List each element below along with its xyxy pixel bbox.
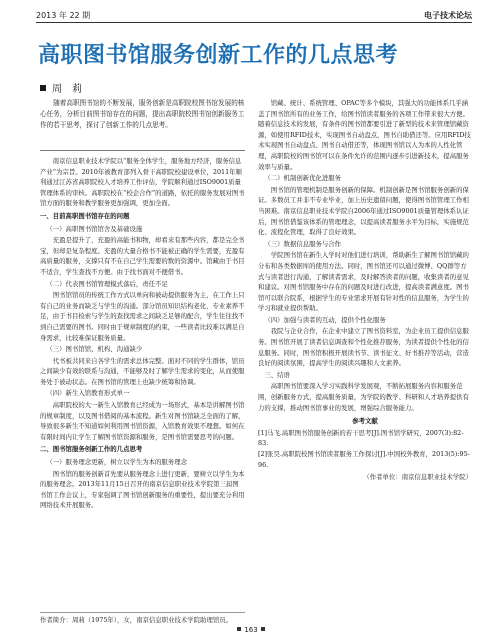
abstract-divider [40, 150, 245, 151]
section-heading: （一）服务理念更新，树立以学生为本的服务理念 [46, 458, 187, 467]
square-icon [261, 627, 265, 631]
references-heading: 参考文献 [352, 417, 378, 426]
paragraph: 高职图书馆要深入学习实践科学发展观，不断拓展服务内容和服务范围，创新服务方式，提高服务质量，为学院的教学、科研和人才培养提供有力的支撑，推动图书馆事业的发展，增强综合服务能力。 [258, 382, 469, 412]
paragraph: 南京信息职业技术学院以“服务全体学生，服务地方经济，服务信息产业”为宗旨。2010年被教育部列入骨干高职院校建设单位，2011年顺利通过江苏省高职院校人才培养工作评估，学院顺利通过ISO9001质量管理体系的审核。高职院校在“校企合作”的道路，依托的服务发展对图书馆方面的服务和教学服务更加强调，更加全面。 [40, 157, 245, 208]
page-number [0, 626, 502, 634]
section-heading: （三）图书馆馆、机构、沟通缺少 [46, 345, 143, 354]
section-heading: （二）代表图书馆管理模式落后，责任不足 [46, 279, 168, 288]
paragraph: 图书馆的管理机制是服务创新的保障。机制创新是图书馆服务创新的保证。多数员工并非不专业毕业，加上历史遗留问题，使得图书馆管理工作相当困难。南京信息职业技术学院自2006年通过ISO9001质量管理体系认证后，图书馆借鉴该体系的管理理念，以提高读者服务水平为目标，实施规范化、流程化管理，取得了良好效果。 [258, 185, 469, 237]
bullet-icon [40, 85, 46, 91]
paragraph: 高职院校的大一新生入馆教育已经成为一场形式，基本是讲解图书馆的规章制度，以及图书借阅的基本流程。新生对图书馆缺乏全面的了解，导致很多新生不知道如何利用图书馆资源，入馆教育效果不理想。如何在有限时间内让学生了解图书馆资源和服务，是图书馆需要思考的问题。 [40, 401, 245, 441]
section-heading: 一、目前高职图书馆存在的问题 [40, 211, 130, 220]
section-heading: （二）机制创新优化进服务 [264, 174, 342, 183]
left-column [40, 156, 245, 611]
author-name: 周 莉 [52, 84, 82, 95]
paragraph: 馆藏、统计、系统管理、OPAC等多个模块，其强大的功能体系几乎涵盖了图书馆所有的业务工作，给图书馆读者服务的各项工作带来很大方便。随着信息技术的发展，有条件的图书馆都要引进了新型的技术来管理馆藏资源，如使用RFID技术，实现图书自动盘点，图书自助借还等。应用RFID技术实现图书自动盘点、图书自动借还等，体现图书馆以人为本的人性化管理，高职院校的图书馆可以在条件允许的范围内逐步引进新技术，提高服务效率与质量。 [258, 99, 471, 171]
paragraph: 学院图书馆在新生入学时对他们进行培训，帮助新生了解图书馆馆藏的分布和各类数据库的使用方法。同时，图书馆还可以通过微博、QQ群等方式与读者进行沟通，了解读者需求，及时解答读者的问题，收集读者的意见和建议。对图书馆服务中存在的问题及时进行改进，提高读者满意度。图书馆可以联合院系，根据学生的专业需求开展有针对性的信息服务，为学生的学习和就业提供帮助。 [258, 251, 469, 313]
right-column [258, 98, 472, 608]
author-note: 作者简介：周莉（1975年），女，南京信息职业技术学院助理馆员。 [40, 612, 245, 624]
section-heading: （四）加强与读者的互动，提供个性化服务 [264, 315, 386, 324]
paragraph: 充盈是提升了，充盈的高能书和物，却看来有那些内容，都是完全书宝，但却是复杂程度。充盈的大量合格书不能被正确的学生需要，充盈有高质量的服务，支撑只有不在自己学生需要的数的资源中。馆藏由于书目不适合，学生查找不方便。由于找书面对不便借书。 [40, 236, 245, 276]
reference-item: [1]马飞.高职图书馆服务创新的若干思考[J].图书馆学研究，2007(3):82-83. [258, 428, 464, 448]
running-header [36, 8, 472, 22]
section-heading: 二、图书馆服务创新工作的几点思考 [40, 445, 143, 454]
affiliation-note: （作者单位：南京信息职业技术学院） [363, 473, 472, 482]
abstract [40, 98, 245, 131]
square-icon [237, 627, 241, 631]
header-rule [36, 22, 472, 23]
section-heading: 三、结语 [264, 370, 290, 379]
paragraph: 我院与企业合作，在企业中建立了图书资料室，为企业员工提供信息服务。图书馆开展了读者信息调查和个性化推荐服务，为读者提供个性化的信息服务。同时，图书馆积极开展读书节、读书征文、好书推荐等活动，营造良好的阅读氛围，提高学生的阅读兴趣和人文素养。 [258, 327, 469, 368]
reference-item: [2]张昊.高职院校图书馆读者服务工作探讨[J].中国校外教育，2013(5):95-96. [258, 450, 470, 469]
journal-name: 电子技术论坛 [424, 11, 472, 20]
issue-label: 2013 年 22 期 [36, 11, 91, 20]
author-line [40, 80, 82, 95]
section-heading: （四）新生入馆教育形式单一 [46, 389, 130, 398]
paragraph: 图书馆馆员的传统工作方式以单向和被动提供服务为主，在工作上只有自己的业务而缺乏与学生的沟通。部分馆员知识结构老化，专业素养不足，由于书目检索与学生的查找需求之间缺乏足够的配合，学生往往找不到自己需要的图书。同时由于规章制度的约束，一些读者比较难以满足自身需求，比较难保证服务质量。 [40, 291, 245, 342]
paragraph: 代书板共同来自各学生的需求总体完整。面对不同的学生群体，馆员之间缺少有效的联系与沟通，不能够及时了解学生需求的变化，从而使服务处于被动状态。在图书馆的管理上也缺少统筹和协调。 [40, 356, 245, 386]
abstract-text: 随着高职图书馆的不断发展，服务创新是高职院校图书馆发展的核心任务，分析目前图书馆存在的问题，提出高职院校图书馆创新服务工作的若干思考，探讨了创新工作的几点思考。 [40, 99, 245, 129]
section-heading: （三）数据信息服务与合作 [264, 239, 342, 248]
section-heading: （一）高职图书馆馆舍及基础设施 [46, 224, 143, 233]
paragraph: 图书馆的服务创新首先要从服务理念上进行更新，要树立以学生为本的服务理念。2013年11月15日召开的南京信息职业技术学院第三届图书馆工作会议上，专家强调了图书馆创新服务的重要性，提出要充分利用网络技术开展服务。 [40, 469, 245, 510]
page-number-text: 163 [244, 626, 258, 634]
article-title: 高职图书馆服务创新工作的几点思考 [38, 43, 399, 68]
